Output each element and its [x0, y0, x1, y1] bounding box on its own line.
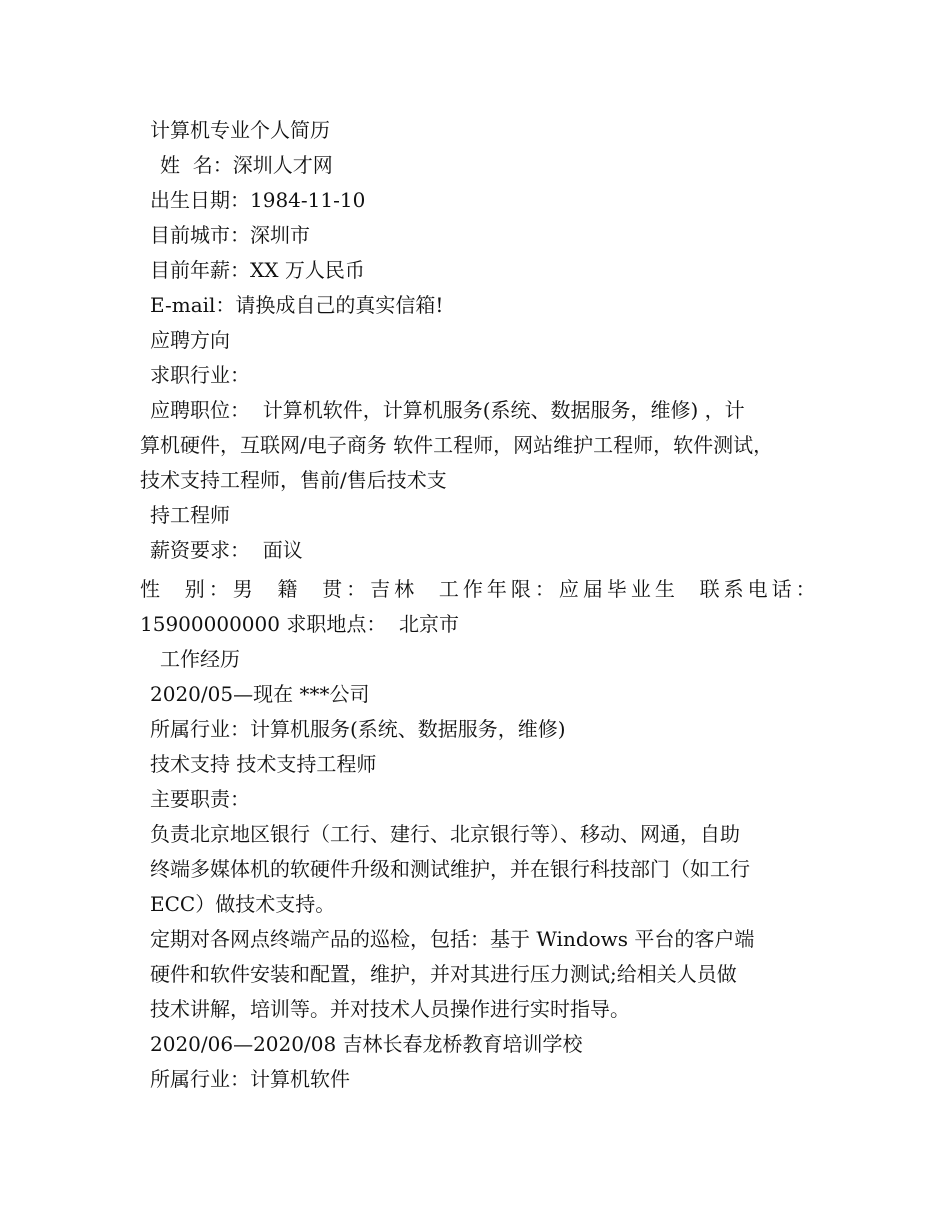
job1-duty1-line-2: 终端多媒体机的软硬件升级和测试维护，并在银行科技部门（如工行	[150, 857, 750, 881]
personal-info-line-2: 15900000000 求职地点： 北京市	[140, 612, 460, 636]
salary-requirement-line: 薪资要求： 面议	[150, 538, 303, 562]
email-line: E-mail：请换成自己的真实信箱!	[150, 293, 444, 317]
job1-period: 2020/05—现在 ***公司	[150, 682, 370, 706]
job1-title: 技术支持 技术支持工程师	[150, 752, 377, 776]
job1-duty2-line-1: 定期对各网点终端产品的巡检，包括：基于 Windows 平台的客户端	[150, 927, 755, 951]
city-line: 目前城市：深圳市	[150, 223, 310, 247]
job1-duty1-line-3: ECC）做技术支持。	[150, 892, 336, 916]
position-line-1: 应聘职位： 计算机软件，计算机服务(系统、数据服务，维修) ，计	[150, 398, 745, 422]
job2-period: 2020/06—2020/08 吉林长春龙桥教育培训学校	[150, 1032, 583, 1056]
salary-line: 目前年薪：XX 万人民币	[150, 258, 365, 282]
job1-duty2-line-2: 硬件和软件安装和配置，维护，并对其进行压力测试;给相关人员做	[150, 962, 737, 986]
position-line-4: 持工程师	[150, 503, 230, 527]
job1-duty2-line-3: 技术讲解，培训等。并对技术人员操作进行实时指导。	[150, 997, 630, 1021]
section-apply-heading: 应聘方向	[150, 328, 230, 352]
section-work-heading: 工作经历	[160, 647, 240, 671]
name-line: 姓 名：深圳人才网	[160, 153, 333, 177]
job1-duties-label: 主要职责：	[150, 787, 250, 811]
job2-industry: 所属行业：计算机软件	[150, 1067, 350, 1091]
resume-title: 计算机专业个人简历	[150, 118, 330, 142]
job1-industry: 所属行业：计算机服务(系统、数据服务，维修)	[150, 717, 566, 741]
position-line-3: 技术支持工程师，售前/售后技术支	[140, 468, 447, 492]
position-line-2: 算机硬件，互联网/电子商务 软件工程师，网站维护工程师，软件测试，	[140, 433, 774, 457]
personal-info-line-1: 性 别：男 籍 贯：吉林 工作年限：应届毕业生 联系电话：	[140, 577, 820, 601]
birth-line: 出生日期：1984-11-10	[150, 188, 366, 212]
industry-label: 求职行业：	[150, 363, 250, 387]
job1-duty1-line-1: 负责北京地区银行（工行、建行、北京银行等）、移动、网通，自助	[150, 822, 740, 846]
